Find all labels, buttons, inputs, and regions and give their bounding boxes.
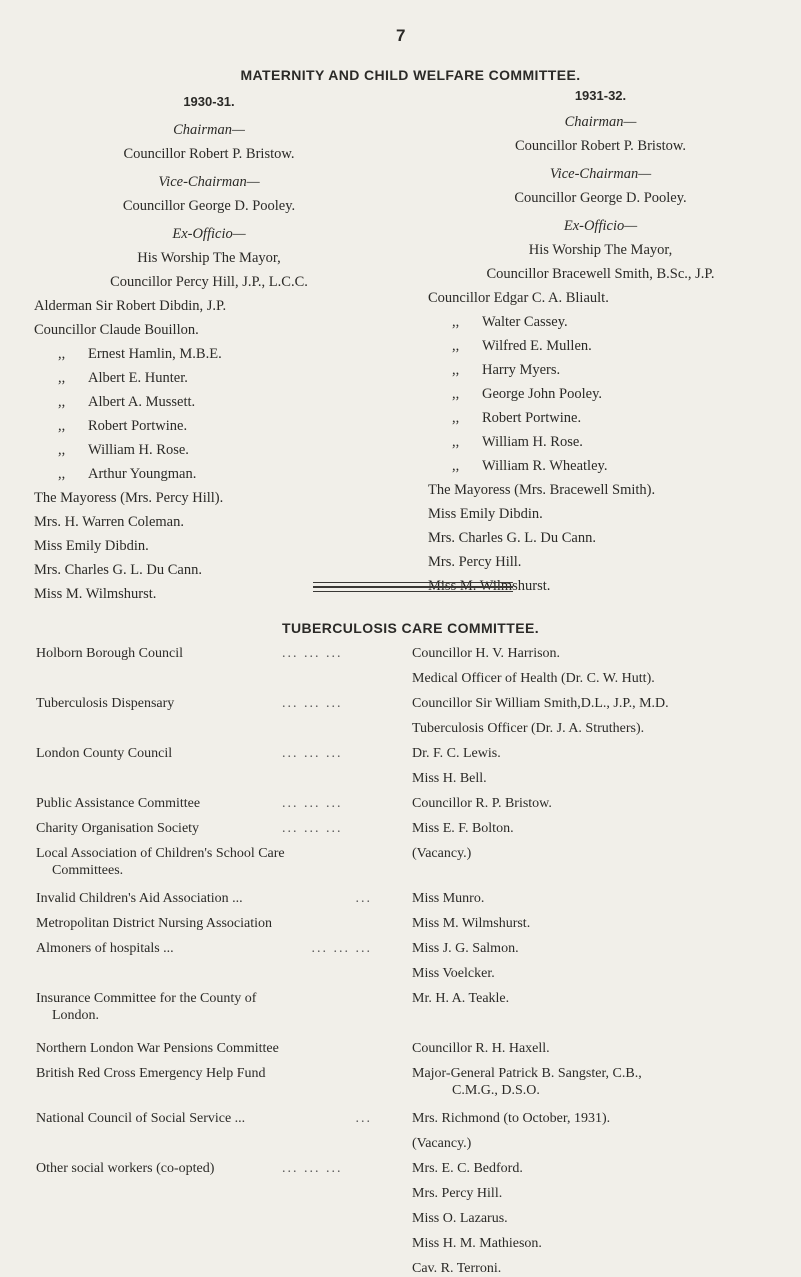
member-name: Arthur Youngman. [88,466,197,482]
organisation-name [36,1111,376,1127]
organisation-label: Public Assistance Committee [36,796,201,811]
leader-dots: ... ... ... [282,646,343,661]
representative: Miss H. Bell. [412,771,487,786]
ex-officio-member: Councillor Bracewell Smith, B.Sc., J.P. [486,266,715,282]
ditto-member [34,438,384,462]
member-name: Robert Portwine. [482,410,582,426]
maternity-1930-column [34,90,384,606]
member: Councillor Edgar C. A. Bliault. [428,290,609,306]
ditto-mark: ,, [58,370,66,386]
member: Alderman Sir Robert Dibdin, J.P. [34,298,227,314]
year-label: 1930-31. [183,94,235,109]
representative: Cav. R. Terroni. [412,1261,502,1276]
representative: Major-General Patrick B. Sangster, C.B., [412,1066,642,1081]
representative: Medical Officer of Health (Dr. C. W. Hutt). [412,671,655,686]
member-name: Harry Myers. [482,362,561,378]
representative: Miss O. Lazarus. [412,1211,508,1226]
leader-dots: ... [355,1111,372,1126]
member: Miss M. Wilmshurst. [428,578,551,594]
representative: Councillor H. V. Harrison. [412,646,561,661]
ditto-member [34,414,384,438]
organisation-label: Northern London War Pensions Committee [36,1041,279,1056]
representative: Tuberculosis Officer (Dr. J. A. Struthers). [412,721,645,736]
representative-continued: C.M.G., D.S.O. [452,1083,540,1098]
representative: (Vacancy.) [412,1136,472,1151]
maternity-1931-column [428,84,773,598]
ditto-mark: ,, [58,442,66,458]
organisation-label: Charity Organisation Society [36,821,200,836]
leader-dots: ... ... ... [311,941,372,956]
representative: Mr. H. A. Teakle. [412,991,510,1006]
organisation-name [36,991,376,1007]
representative: Miss H. M. Mathieson. [412,1236,542,1251]
representative: Mrs. Richmond (to October, 1931). [412,1111,611,1126]
member: Miss Emily Dibdin. [428,506,543,522]
member: The Mayoress (Mrs. Percy Hill). [34,490,224,506]
ditto-mark: ,, [58,466,66,482]
member: Councillor Claude Bouillon. [34,322,199,338]
representative: Miss Voelcker. [412,966,495,981]
chairman: Councillor Robert P. Bristow. [123,146,295,162]
chairman-label: Chairman— [173,122,245,138]
ditto-mark: ,, [58,418,66,434]
representative: Mrs. E. C. Bedford. [412,1161,523,1176]
representative: Councillor R. H. Haxell. [412,1041,550,1056]
organisation-name [36,916,376,932]
representative: (Vacancy.) [412,846,472,861]
organisation-name [36,796,376,812]
member: Miss M. Wilmshurst. [34,586,157,602]
ditto-mark: ,, [452,314,460,330]
member-name: Wilfred E. Mullen. [482,338,592,354]
member-name: Ernest Hamlin, M.B.E. [88,346,222,362]
separator-rule [313,586,513,588]
page-number: 7 [396,26,406,45]
ex-officio-member: His Worship The Mayor, [137,250,281,266]
representative: Miss J. G. Salmon. [412,941,519,956]
representative: Miss M. Wilmshurst. [412,916,531,931]
member-name: Albert E. Hunter. [88,370,188,386]
member-name: Walter Cassey. [482,314,568,330]
leader-dots: ... ... ... [282,1161,343,1176]
organisation-name [36,941,376,957]
organisation-label-continued: Committees. [52,863,124,878]
organisation-name [36,696,376,712]
organisation-label: Almoners of hospitals ... [36,941,174,956]
organisation-name [36,821,376,837]
member: Miss Emily Dibdin. [34,538,149,554]
ex-officio-label: Ex-Officio— [172,226,246,242]
ditto-mark: ,, [452,458,460,474]
ditto-member [34,390,384,414]
organisation-name [36,1066,376,1082]
organisation-label: National Council of Social Service ... [36,1111,246,1126]
member: Mrs. Percy Hill. [428,554,522,570]
organisation-name [36,646,376,662]
ditto-member [34,462,384,486]
organisation-name [36,1161,376,1177]
ditto-member [428,406,773,430]
maternity-heading: MATERNITY AND CHILD WELFARE COMMITTEE. [240,67,581,83]
representative: Miss E. F. Bolton. [412,821,514,836]
separator-rule [313,582,513,583]
representative: Mrs. Percy Hill. [412,1186,503,1201]
ex-officio-label: Ex-Officio— [563,218,638,234]
chairman: Councillor Robert P. Bristow. [514,138,687,154]
organisation-name [36,1041,376,1057]
ditto-mark: ,, [58,346,66,362]
member-name: William R. Wheatley. [482,458,608,474]
ditto-mark: ,, [452,338,460,354]
ditto-member [428,334,773,358]
vice-chairman: Councillor George D. Pooley. [514,190,687,206]
member-name: Albert A. Mussett. [88,394,196,410]
representative: Dr. F. C. Lewis. [412,746,501,761]
ex-officio-member: Councillor Percy Hill, J.P., L.C.C. [110,274,308,290]
member: The Mayoress (Mrs. Bracewell Smith). [428,482,656,498]
representative: Councillor R. P. Bristow. [412,796,552,811]
ditto-mark: ,, [452,434,460,450]
chairman-label: Chairman— [564,114,637,130]
ditto-member [34,366,384,390]
leader-dots: ... ... ... [282,746,343,761]
ditto-member [428,430,773,454]
vice-chairman: Councillor George D. Pooley. [122,198,296,214]
leader-dots: ... ... ... [282,796,343,811]
member: Mrs. Charles G. L. Du Cann. [34,562,202,578]
organisation-label: Other social workers (co-opted) [36,1161,215,1176]
separator-rule [313,591,513,592]
leader-dots: ... [355,891,372,906]
tuberculosis-table [36,646,776,1276]
ditto-member [428,454,773,478]
organisation-label: Holborn Borough Council [36,646,183,661]
representative: Miss Munro. [412,891,485,906]
year-label: 1931-32. [574,88,627,103]
organisation-label: Insurance Committee for the County of [36,991,257,1006]
organisation-label: British Red Cross Emergency Help Fund [36,1066,266,1081]
member-name: William H. Rose. [482,434,583,450]
leader-dots: ... ... ... [282,821,343,836]
ditto-member [428,358,773,382]
organisation-name [36,746,376,762]
ditto-mark: ,, [452,362,460,378]
ditto-mark: ,, [452,410,460,426]
organisation-label: London County Council [36,746,173,761]
vice-chairman-label: Vice-Chairman— [158,174,260,190]
ditto-mark: ,, [58,394,66,410]
vice-chairman-label: Vice-Chairman— [549,166,652,182]
organisation-label: Tuberculosis Dispensary [36,696,175,711]
ditto-mark: ,, [452,386,460,402]
ditto-member [34,342,384,366]
organisation-label: Local Association of Children's School Care [36,846,285,861]
leader-dots: ... ... ... [282,696,343,711]
member: Mrs. Charles G. L. Du Cann. [428,530,596,546]
member-name: George John Pooley. [482,386,603,402]
tuberculosis-heading: TUBERCULOSIS CARE COMMITTEE. [282,620,539,636]
ex-officio-member: His Worship The Mayor, [528,242,673,258]
organisation-label: Invalid Children's Aid Association ... [36,891,243,906]
organisation-name [36,891,376,907]
member: Mrs. H. Warren Coleman. [34,514,184,530]
ditto-member [428,382,773,406]
organisation-name [36,846,376,862]
organisation-label: Metropolitan District Nursing Association [36,916,273,931]
member-name: William H. Rose. [88,442,189,458]
representative: Councillor Sir William Smith,D.L., J.P., M.D. [412,696,669,711]
ditto-member [428,310,773,334]
member-name: Robert Portwine. [88,418,188,434]
organisation-label-continued: London. [52,1008,100,1023]
